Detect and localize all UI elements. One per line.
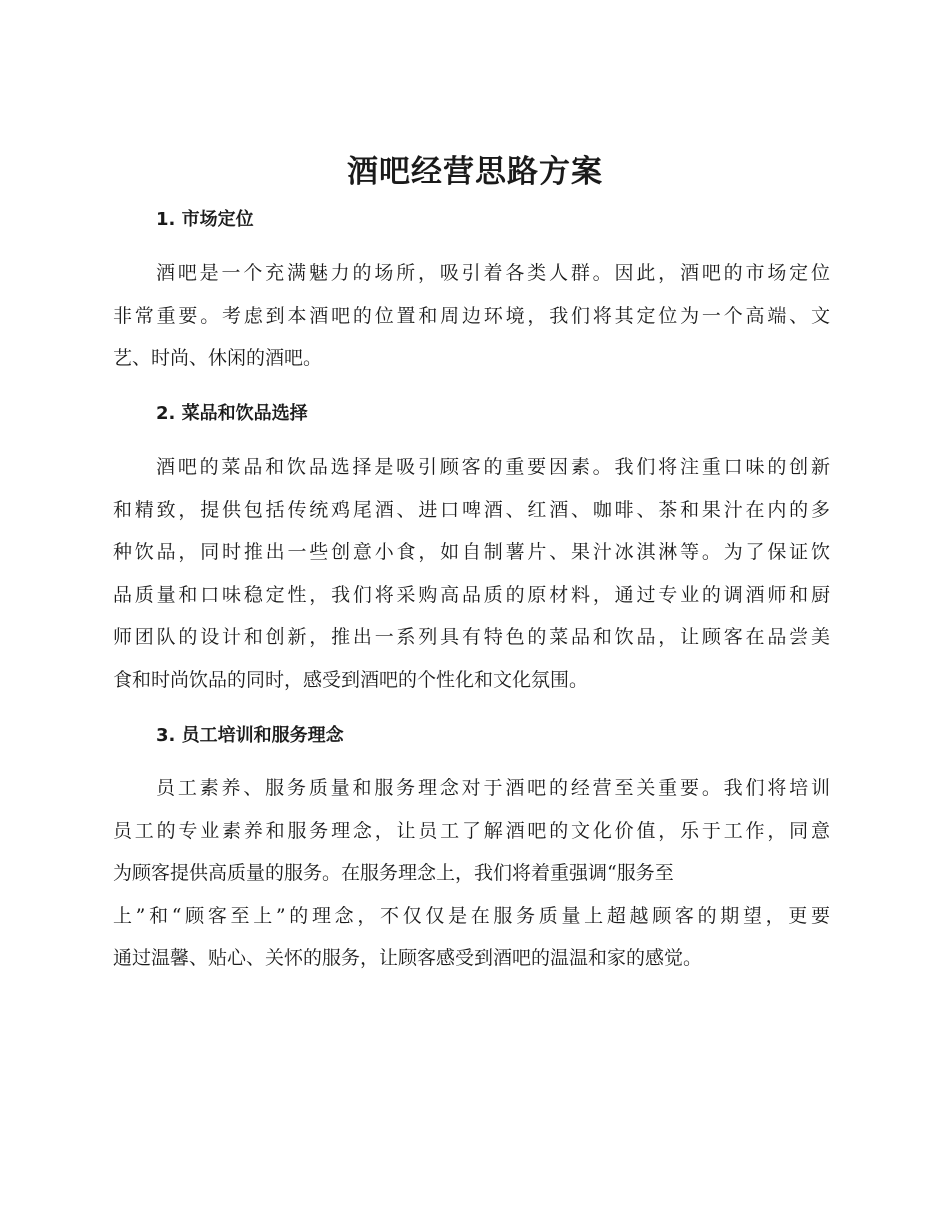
section-heading-staff-training-and-service: 3. 员工培训和服务理念 (156, 725, 344, 746)
paragraph-line: 员工素养、服务质量和服务理念对于酒吧的经营至关重要。我们将培训 (156, 777, 830, 799)
paragraph-line: 种饮品，同时推出一些创意小食，如自制薯片、果汁冰淇淋等。为了保证饮 (113, 541, 830, 563)
section-paragraph-staff-training-and-service (113, 767, 830, 980)
document-title: 酒吧经营思路方案 (347, 154, 603, 190)
section-paragraph-market-positioning (113, 252, 830, 380)
paragraph-line: 品质量和口味稳定性，我们将采购高品质的原材料，通过专业的调酒师和厨 (113, 583, 830, 606)
paragraph-line: 通过温馨、贴心、关怀的服务，让顾客感受到酒吧的温温和家的感觉。 (113, 947, 703, 969)
section-heading-food-and-drinks: 2. 菜品和饮品选择 (156, 403, 308, 424)
paragraph-line: 食和时尚饮品的同时，感受到酒吧的个性化和文化氛围。 (113, 668, 589, 691)
paragraph-line: 酒吧的菜品和饮品选择是吸引顾客的重要因素。我们将注重口味的创新 (156, 456, 830, 478)
paragraph-line: 员工的专业素养和服务理念，让员工了解酒吧的文化价值，乐于工作，同意 (113, 819, 830, 842)
section-heading-market-positioning: 1. 市场定位 (156, 209, 254, 230)
paragraph-line: 艺、时尚、休闲的酒吧。 (113, 347, 323, 369)
paragraph-line: 非常重要。考虑到本酒吧的位置和周边环境，我们将其定位为一个高端、文 (113, 304, 830, 327)
section-paragraph-food-and-drinks (113, 446, 830, 701)
paragraph-line: 酒吧是一个充满魅力的场所，吸引着各类人群。因此，酒吧的市场定位 (156, 262, 830, 284)
paragraph-line: 师团队的设计和创新，推出一系列具有特色的菜品和饮品，让顾客在品尝美 (113, 626, 830, 648)
paragraph-line: 为顾客提供高质量的服务。在服务理念上，我们将着重强调“服务至 (113, 862, 674, 884)
paragraph-line: 和精致，提供包括传统鸡尾酒、进口啤酒、红酒、咖啡、茶和果汁在内的多 (113, 498, 830, 521)
paragraph-line: 上”和“顾客至上”的理念，不仅仅是在服务质量上超越顾客的期望，更要 (113, 904, 830, 927)
